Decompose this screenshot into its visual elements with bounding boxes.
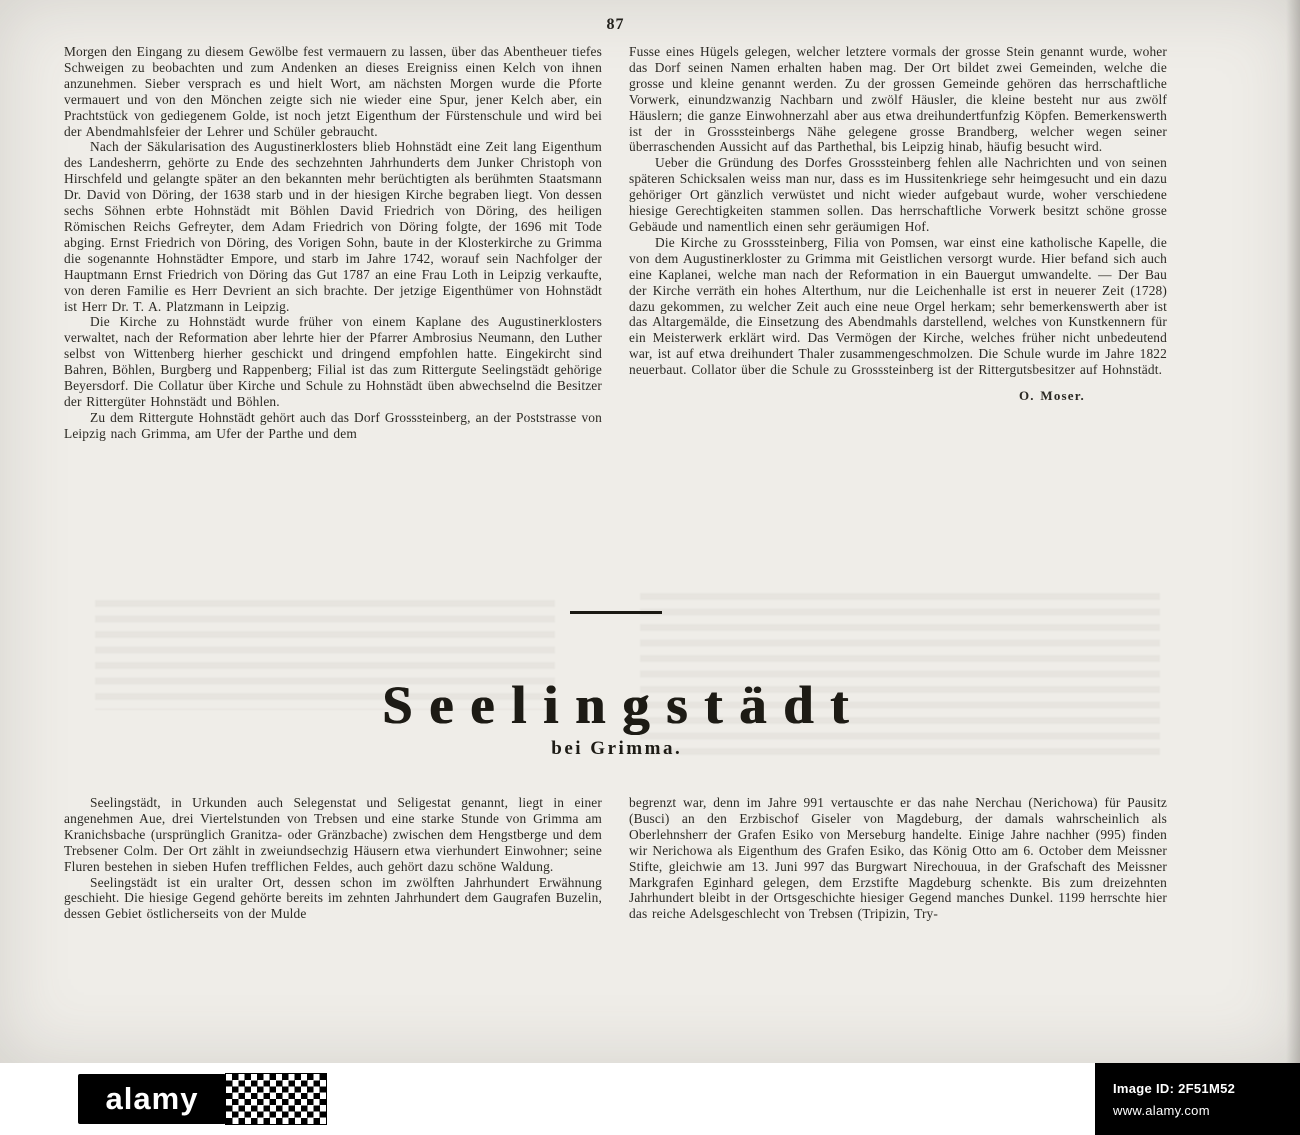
paragraph: Morgen den Eingang zu diesem Gewölbe fest vermauern zu lassen, über das Abentheuer tiefes Schweigen zu beobachten und zum Andenken an dieses Ereigniss einen Kelch von ihnen anzunehmen. Sieber versprach es und hielt Wort, am nächsten Morgen wurde die Pforte vermauert und von den Mönchen zeigte sich nie wieder eine Spur, jener Kelch aber, ein Prachtstück von gediegenem Golde, ist noch jetzt Eigenthum der Fürstenschule und wird bei der Abendmahlsfeier der Lehrer und Schüler gebraucht. [64, 44, 602, 139]
alamy-logo-text: alamy [105, 1081, 199, 1116]
alamy-logo [78, 1074, 226, 1124]
paragraph: Die Kirche zu Hohnstädt wurde früher von einem Kaplane des Augustinerklosters verwaltet, nach der Reformation aber lehrte hier der Pfarrer Ambrosius Neumann, den Luther selbst von Wittenberg hierher geschickt und dringend empfohlen hatte. Eingekircht sind Bahren, Böhlen, Burgberg und Rappenberg; Filial ist das zum Rittergute Seelingstädt gehörige Beyersdorf. Die Collatur über Kirche und Schule zu Hohnstädt üben abwechselnd die Besitzer der Rittergüter Hohnstädt und Böhlen. [64, 314, 602, 409]
article-heading: Seelingstädt [382, 675, 866, 735]
article-header [64, 676, 1167, 760]
byline: O. Moser. [1018, 388, 1085, 404]
pixel-pattern-block [226, 1074, 326, 1124]
section-divider [570, 611, 662, 614]
top-right-column [629, 44, 1167, 404]
paragraph: begrenzt war, denn im Jahre 991 vertauschte er das nahe Nerchau (Nerichowa) für Pausitz (Busci) an den Erzbischof Giseler von Magdeburg, der damals wahrscheinlich als Oberlehnsherr der Grafen Esiko von Merseburg handelte. Einige Jahre nachher (995) finden wir Nerichowa als Eigenthum des Grafen Esiko, das König Otto am 6. October dem Meissner Stifte, gleichwie am 13. Juni 997 das Burgwart Nirechouua, in der Grafschaft des Meissner Markgrafen Eginhard gelegen, dem Erzstifte Magdeburg schenkte. Bis zum dreizehnten Jahrhundert bleibt in der Ortsgeschichte hiesiger Gegend manches Dunkel. 1199 herrschte hier das reiche Adelsgeschlecht von Trebsen (Tripizin, Try- [629, 795, 1167, 922]
bottom-left-column [64, 795, 602, 922]
bottom-right-column [629, 795, 1167, 922]
paragraph: Zu dem Rittergute Hohnstädt gehört auch das Dorf Grosssteinberg, an der Poststrasse von Leipzig nach Grimma, am Ufer der Parthe und dem [64, 409, 602, 441]
page-number: 87 [606, 16, 625, 33]
image-id-box [1095, 1063, 1300, 1135]
paragraph: Seelingstädt ist ein uralter Ort, dessen schon im zwölften Jahrhundert Erwähnung geschieht. Die hiesige Gegend gehörte bereits im zehnten Jahrhundert dem Gaugrafen Buzelin, dessen Gebiet östlicherseits von der Mulde [64, 874, 602, 922]
top-left-column [64, 44, 602, 442]
paragraph: Seelingstädt, in Urkunden auch Selegenstat und Seligestat genannt, liegt in einer angenehmen Aue, drei Viertelstunden von Trebsen und eine starke Stunde von Grimma am Kranichsbache (ursprünglich Granitza- oder Gränzbache) zwischen dem Hengstberge und dem Trebsener Colm. Der Ort zählt in zweiundsechzig Häusern etwa vierhundert Einwohner; seine Fluren bestehen in sieben Hufen trefflichen Feldes, auch gehört dazu schöne Waldung. [64, 795, 602, 874]
paragraph: Nach der Säkularisation des Augustinerklosters blieb Hohnstädt eine Zeit lang Eigenthum des Landesherrn, gehörte zu Ende des sechzehnten Jahrhunderts dem Junker Christoph von Hirschfeld und gelangte später an den bekannten mehr berüchtigten als berühmten Staatsmann Dr. David von Döring, der 1638 starb und in der hiesigen Kirche begraben liegt. Von dessen sechs Söhnen erbte Hohnstädt mit Böhlen David Friedrich von Döring, des heiligen Römischen Reichs Gefreyter, dem Adam Friedrich von Döring folgte, der 1696 mit Tode abging. Ernst Friedrich von Döring, des Vorigen Sohn, baute in der Klosterkirche zu Grimma die sogenannte Hohnstädter Empore, und starb im Jahre 1742, worauf sein Nachfolger der Hauptmann Ernst Friedrich von Döring das Gut 1787 an eine Frau Loth in Leipzig verkaufte, von deren Familie es Herr Devrient an sich brachte. Der jetzige Eigenthümer von Hohnstädt ist Herr Dr. T. A. Platzmann in Leipzig. [64, 139, 602, 314]
paragraph: Ueber die Gründung des Dorfes Grosssteinberg fehlen alle Nachrichten und von seinen späteren Schicksalen weiss man nur, dass es im Hussitenkriege sehr heimgesucht und ein dazu gehöriger Ort gänzlich verwüstet und nicht wieder aufgebaut wurde, woher verschiedene hiesige Gerechtigkeiten stammen sollen. Das herrschaftliche Vorwerk besitzt schöne grosse Gebäude und namentlich einen sehr geräumigen Hof. [629, 155, 1167, 234]
paragraph: Die Kirche zu Grosssteinberg, Filia von Pomsen, war einst eine katholische Kapelle, die von dem Augustinerkloster zu Grimma mit Geistlichen versorgt wurde. Hier befand sich auch eine Kaplanei, welche man nach der Reformation in ein Bauergut umwandelte. — Der Bau der Kirche verräth ein hohes Alterthum, nur die Leichenhalle ist erst in neuerer Zeit (1728) dazu gekommen, zu welcher Zeit auch eine neue Orgel herkam; sehr bemerkenswerth aber ist das Altargemälde, die Einsetzung des Abendmahls darstellend, welches von Kunstkennern für ein Meisterwerk erklärt wird. Das Vermögen der Kirche, welches früher nicht unbedeutend war, ist auf etwa dreihundert Thaler zusammengeschmolzen. Die Schule wurde im Jahre 1822 neuerbaut. Collator über die Schule zu Grosssteinberg ist der Rittergutsbesitzer auf Hohnstädt. [629, 234, 1167, 378]
alamy-url-text: www.alamy.com [1113, 1102, 1210, 1118]
image-id-text: Image ID: 2F51M52 [1113, 1080, 1236, 1096]
article-subheading: bei Grimma. [551, 738, 683, 759]
paragraph: Fusse eines Hügels gelegen, welcher letztere vormals der grosse Stein genannt wurde, woher das Dorf seinen Namen erhalten haben mag. Der Ort bildet zwei Gemeinden, welche die grosse und kleine genannt werden. Zu der grossen Gemeinde gehören das herrschaftliche Vorwerk, einundzwanzig Nachbarn und zwölf Häusler, die kleine besteht nur aus zwölf Häuslern; die ganze Einwohnerzahl aber aus etwa dreihundertfunfzig Köpfen. Bemerkenswerth ist der in Grosssteinbergs Nähe gelegene grosse Brandberg, welcher wegen seiner überraschenden Aussicht auf das Parthethal, bis Leipzig hinab, häufig besucht wird. [629, 44, 1167, 155]
watermark-footer [0, 1063, 1300, 1135]
